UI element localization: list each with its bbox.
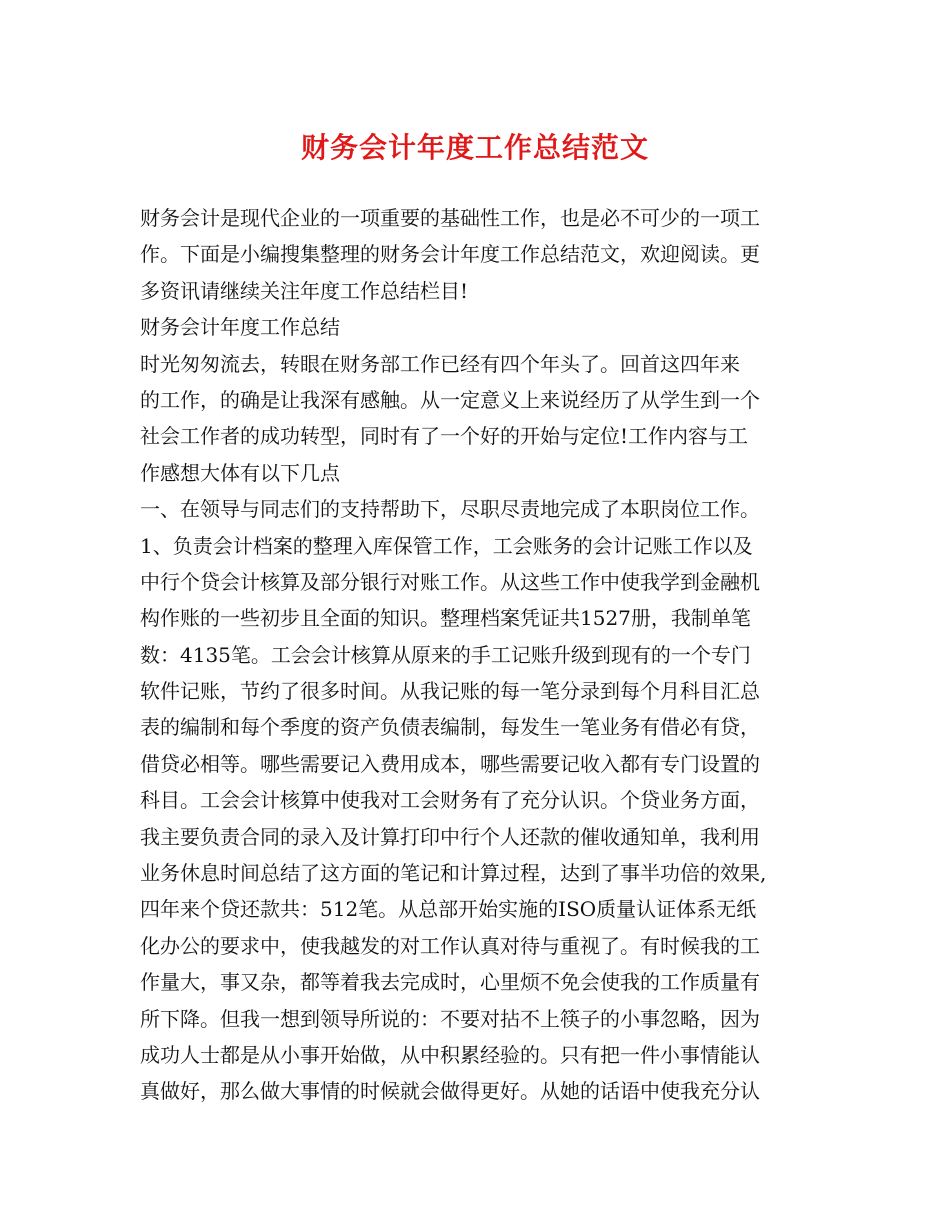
- body-line: 化办公的要求中，使我越发的对工作认真对待与重视了。有时候我的工: [140, 933, 760, 958]
- body-line: 作。下面是小编搜集整理的财务会计年度工作总结范文，欢迎阅读。更: [140, 242, 760, 267]
- body-line: 我主要负责合同的录入及计算打印中行个人还款的催收通知单，我利用: [140, 824, 760, 849]
- body-line: 四年来个贷还款共：512笔。从总部开始实施的ISO质量认证体系无纸: [140, 897, 757, 922]
- body-line: 真做好，那么做大事情的时候就会做得更好。从她的话语中使我充分认: [140, 1079, 760, 1104]
- body-line: 成功人士都是从小事开始做，从中积累经验的。只有把一件小事情能认: [140, 1042, 760, 1067]
- body-line: 多资讯请继续关注年度工作总结栏目!: [140, 278, 469, 303]
- body-line: 业务休息时间总结了这方面的笔记和计算过程，达到了事半功倍的效果,: [140, 861, 767, 886]
- body-line: 社会工作者的成功转型，同时有了一个好的开始与定位!工作内容与工: [140, 424, 749, 449]
- body-line: 中行个贷会计核算及部分银行对账工作。从这些工作中使我学到金融机: [140, 569, 760, 594]
- document-body: [140, 200, 820, 1110]
- body-line: 一、在领导与同志们的支持帮助下，尽职尽责地完成了本职岗位工作。: [140, 497, 760, 522]
- body-line: 财务会计是现代企业的一项重要的基础性工作，也是必不可少的一项工: [140, 206, 760, 230]
- body-line: 1、负责会计档案的整理入库保管工作，工会账务的会计记账工作以及: [140, 533, 753, 558]
- section-heading: 财务会计年度工作总结: [140, 315, 340, 340]
- body-line: 时光匆匆流去，转眼在财务部工作已经有四个年头了。回首这四年来: [140, 351, 740, 376]
- body-line: 的工作，的确是让我深有感触。从一定意义上来说经历了从学生到一个: [140, 387, 760, 412]
- body-line: 科目。工会会计核算中使我对工会财务有了充分认识。个贷业务方面，: [140, 788, 760, 813]
- body-line: 作量大，事又杂，都等着我去完成时，心里烦不免会使我的工作质量有: [140, 970, 760, 995]
- document-title: 财务会计年度工作总结范文: [300, 131, 649, 164]
- body-line: 数：4135笔。工会会计核算从原来的手工记账升级到现有的一个专门: [140, 642, 751, 667]
- body-line: 表的编制和每个季度的资产负债表编制，每发生一笔业务有借必有贷，: [140, 715, 760, 740]
- body-line: 作感想大体有以下几点: [140, 460, 340, 485]
- body-line: 所下降。但我一想到领导所说的：不要对拈不上筷子的小事忽略，因为: [140, 1006, 760, 1031]
- body-line: 软件记账，节约了很多时间。从我记账的每一笔分录到每个月科目汇总: [140, 679, 760, 704]
- body-line: 构作账的一些初步且全面的知识。整理档案凭证共1527册，我制单笔: [140, 606, 751, 631]
- body-line: 借贷必相等。哪些需要记入费用成本，哪些需要记收入都有专门设置的: [140, 751, 760, 776]
